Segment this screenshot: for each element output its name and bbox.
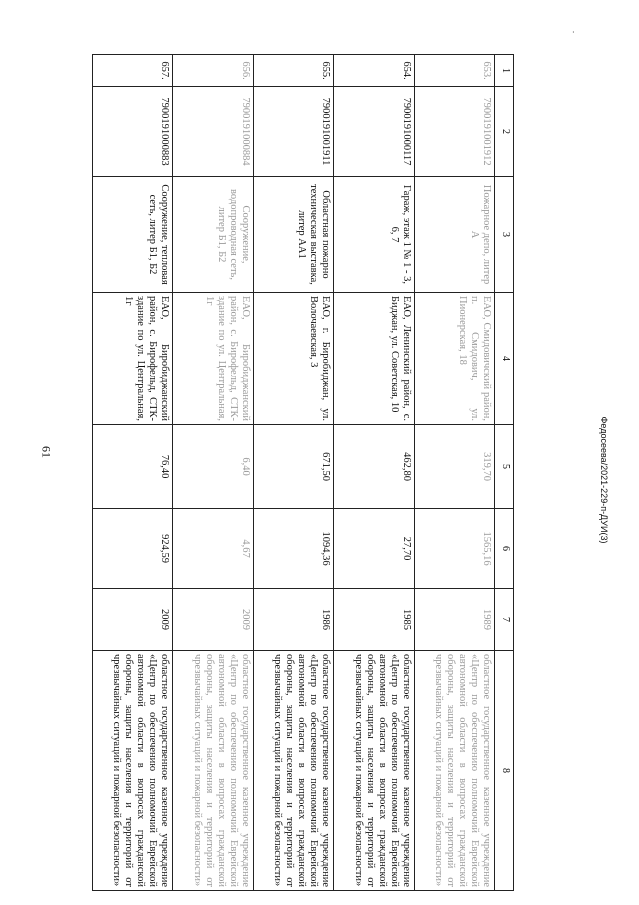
- header-col-2: 2: [495, 87, 514, 177]
- inventory-code: 7900191000883: [93, 87, 173, 177]
- object-area: 6,40: [173, 425, 253, 509]
- object-holder: областное государственное казенное учреждение «Центр по обеспечению полномочий Еврейской автономной области в вопросах гражданской обороны, защиты населения и территорий от чрезвычайных ситуаций и пожарной безопасности»: [414, 651, 494, 891]
- object-value: 924,59: [93, 509, 173, 589]
- object-value: 1565,16: [414, 509, 494, 589]
- inventory-code: 7900191000117: [334, 87, 414, 177]
- row-number: 655.: [253, 55, 333, 87]
- object-area: 76,40: [93, 425, 173, 509]
- object-name: Гараж, этаж 1 № 1 - 3, 6, 7: [334, 177, 414, 293]
- row-number: 654.: [334, 55, 414, 87]
- object-name: Пожарное депо, литер А: [414, 177, 494, 293]
- table-row: [93, 55, 173, 891]
- row-number: 653.: [414, 55, 494, 87]
- object-name: Областная пожарно техническая выставка, литер АА1: [253, 177, 333, 293]
- header-col-6: 6: [495, 509, 514, 589]
- object-year: 1989: [414, 589, 494, 651]
- registry-table-rotated: [92, 54, 514, 890]
- object-area: 319,70: [414, 425, 494, 509]
- inventory-code: 7900191000884: [173, 87, 253, 177]
- table-row: [173, 55, 253, 891]
- table-row: [253, 55, 333, 891]
- header-col-4: 4: [495, 293, 514, 425]
- table-row: [334, 55, 414, 891]
- object-address: ЕАО, Смидовичский район, п. Смидович, ул. Пионерская, 18: [414, 293, 494, 425]
- row-number: 656.: [173, 55, 253, 87]
- object-holder: областное государственное казенное учреждение «Центр по обеспечению полномочий Еврейской автономной области в вопросах гражданской обороны, защиты населения и территорий от чрезвычайных ситуаций и пожарной безопасности»: [334, 651, 414, 891]
- object-address: ЕАО, г. Биробиджан, ул. Волочаевская, 3: [253, 293, 333, 425]
- object-year: 1985: [334, 589, 414, 651]
- object-area: 671,50: [253, 425, 333, 509]
- corner-mark: ·: [572, 28, 575, 37]
- page-number: 61: [39, 446, 54, 458]
- object-value: 1094,36: [253, 509, 333, 589]
- row-number: 657.: [93, 55, 173, 87]
- object-year: 1986: [253, 589, 333, 651]
- header-col-5: 5: [495, 425, 514, 509]
- object-value: 27,70: [334, 509, 414, 589]
- header-col-3: 3: [495, 177, 514, 293]
- header-col-8: 8: [495, 651, 514, 891]
- object-address: ЕАО, Ленинский район, с. Биджан, ул. Советская, 10: [334, 293, 414, 425]
- property-registry-table: [92, 54, 514, 891]
- object-name: Сооружение, водопроводная сеть, литер Б1, Б2: [173, 177, 253, 293]
- object-holder: областное государственное казенное учреждение «Центр по обеспечению полномочий Еврейской автономной области в вопросах гражданской обороны, защиты населения и территорий от чрезвычайных ситуаций и пожарной безопасности»: [253, 651, 333, 891]
- object-value: 4,67: [173, 509, 253, 589]
- object-area: 462,80: [334, 425, 414, 509]
- object-year: 2009: [93, 589, 173, 651]
- header-row: [495, 55, 514, 891]
- inventory-code: 7900191001912: [414, 87, 494, 177]
- object-year: 2009: [173, 589, 253, 651]
- object-address: ЕАО, Биробиджанский район, с. Бирофельд, СТК-здание по ул. Центральная, 1г: [93, 293, 173, 425]
- object-address: ЕАО, Биробиджанский район, с. Бирофельд, СТК-здание по ул. Центральная, 1г: [173, 293, 253, 425]
- inventory-code: 7900191001911: [253, 87, 333, 177]
- header-col-1: 1: [495, 55, 514, 87]
- object-holder: областное государственное казенное учреждение «Центр по обеспечению полномочий Еврейской автономной области в вопросах гражданской обороны, защиты населения и территорий от чрезвычайных ситуаций и пожарной безопасности»: [93, 651, 173, 891]
- object-holder: областное государственное казенное учреждение «Центр по обеспечению полномочий Еврейской автономной области в вопросах гражданской обороны, защиты населения и территорий от чрезвычайных ситуаций и пожарной безопасности»: [173, 651, 253, 891]
- object-name: Сооружение, тепловая сеть, литер Б1, Б2: [93, 177, 173, 293]
- header-col-7: 7: [495, 589, 514, 651]
- table-row: [414, 55, 494, 891]
- document-footer-id: Федосеева/2021-229-п-ДУИ(3): [599, 416, 609, 544]
